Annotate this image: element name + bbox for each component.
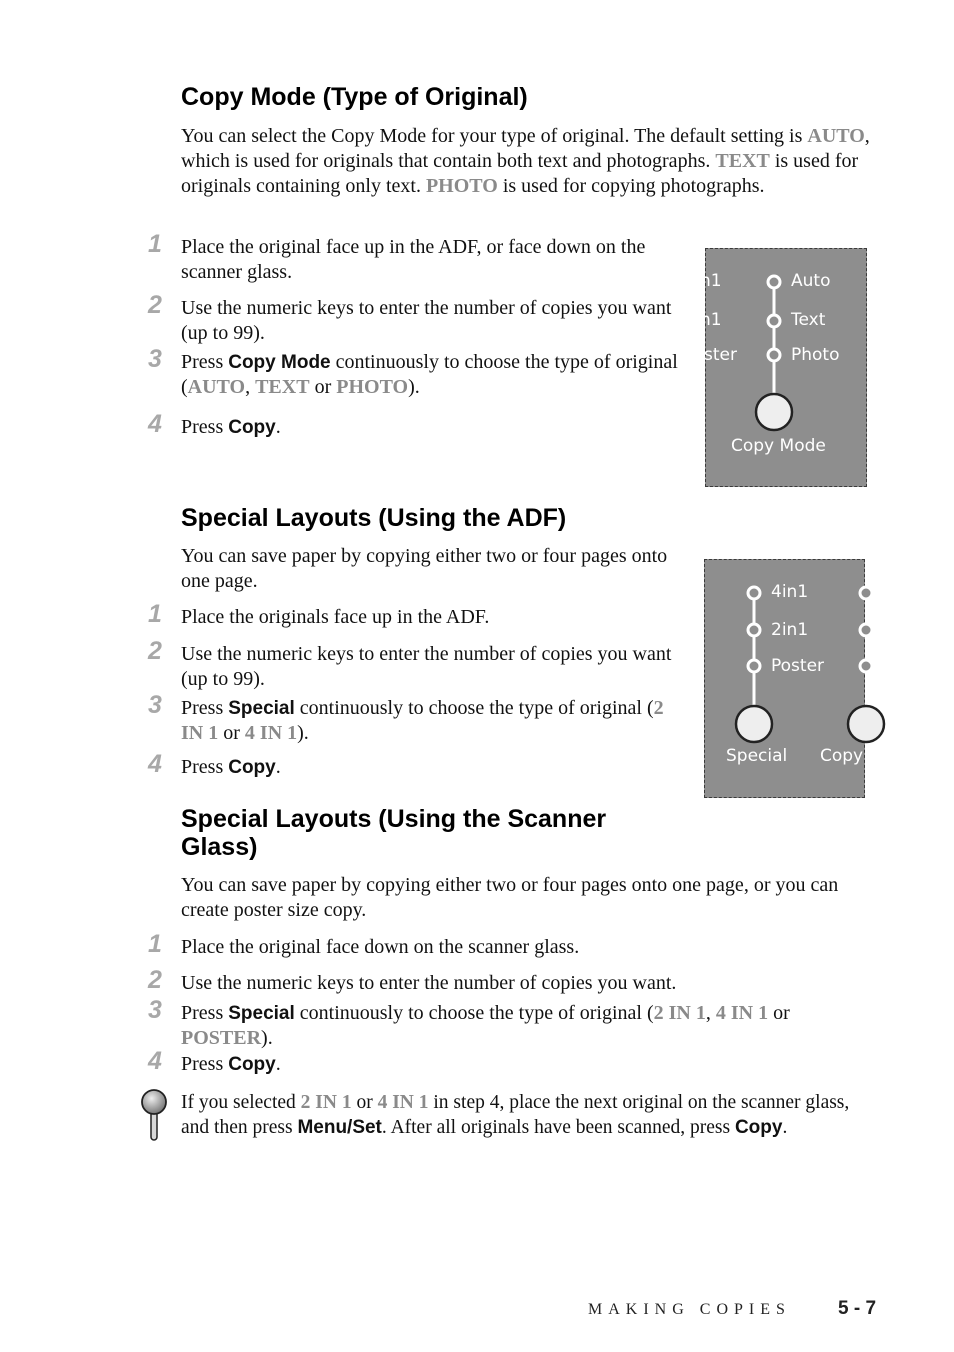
step-text: Press Special continuously to choose the type of original (2 IN 1 or 4 IN 1).: [181, 697, 664, 744]
copy-mode-key-label: Copy Mode: [731, 436, 826, 456]
auto-indicator-led: [768, 276, 780, 288]
section-title-special-adf: Special Layouts (Using the ADF): [181, 504, 567, 532]
step-number: 1: [148, 600, 162, 628]
panel-partial-label: n1: [700, 310, 722, 330]
step-number: 3: [148, 345, 162, 373]
section-title-copy-mode: Copy Mode (Type of Original): [181, 83, 528, 111]
special-panel-illustration: [704, 559, 865, 798]
section-title-special-scanner-glass: Special Layouts (Using the Scanner Glass): [181, 805, 607, 861]
copy-mode-key: [756, 394, 792, 430]
note-text: If you selected 2 IN 1 or 4 IN 1 in step 4, place the next original on the scanner glass, and then press Menu/Set. After all originals have been scanned, press Copy.: [181, 1092, 850, 1138]
step-text: Use the numeric keys to enter the number of copies you want (up to 99).: [181, 643, 672, 690]
page-number: 5 - 7: [838, 1298, 877, 1319]
text-label: Text: [791, 310, 826, 330]
step-number: 3: [148, 996, 162, 1024]
copy-key-partial: [848, 706, 884, 742]
step-text: Press Copy Mode continuously to choose the type of original (AUTO, TEXT or PHOTO).: [181, 351, 678, 398]
copy-mode-panel-illustration: [700, 248, 867, 487]
special-adf-intro: You can save paper by copying either two or four pages onto one page.: [181, 545, 668, 592]
special-key-label: Special: [726, 746, 788, 766]
photo-indicator-led: [768, 349, 780, 361]
panel-partial-label: n1: [700, 271, 722, 291]
step-number: 1: [148, 930, 162, 958]
step-text: Use the numeric keys to enter the number of copies you want.: [181, 972, 677, 994]
footer-chapter-title: MAKING COPIES: [588, 1301, 791, 1318]
step-text: Press Copy.: [181, 1053, 281, 1075]
step-number: 2: [148, 637, 162, 665]
copy-key-label-partial: Copy: [820, 746, 864, 766]
step-number: 4: [148, 750, 162, 778]
text-indicator-led: [768, 315, 780, 327]
poster-indicator-led: [748, 660, 760, 672]
step-text: Place the original face down on the scanner glass.: [181, 936, 580, 958]
step-number: 4: [148, 1047, 162, 1075]
4in1-indicator-led: [748, 587, 760, 599]
step-text: Press Copy.: [181, 416, 281, 438]
step-text: Place the original face up in the ADF, or face down on the scanner glass.: [181, 236, 646, 283]
panel-partial-label: ster: [704, 345, 737, 365]
special-scanner-intro: You can save paper by copying either two or four pages onto one page, or you can create poster size copy.: [181, 874, 839, 921]
step-text: Press Special continuously to choose the type of original (2 IN 1, 4 IN 1 or POSTER).: [181, 1002, 790, 1049]
special-key: [736, 706, 772, 742]
poster-label: Poster: [771, 656, 825, 676]
copy-mode-intro: You can select the Copy Mode for your type of original. The default setting is AUTO, which is used for originals that contain both text and photographs. TEXT is used for originals containing only text. PHOTO is used for copying photographs.: [181, 125, 870, 197]
step-number: 2: [148, 966, 162, 994]
photo-label: Photo: [791, 345, 840, 365]
2in1-label: 2in1: [771, 620, 809, 640]
step-text: Press Copy.: [181, 756, 281, 778]
4in1-label: 4in1: [771, 582, 809, 602]
note-pin-icon: [140, 1088, 170, 1142]
step-text: Place the originals face up in the ADF.: [181, 606, 490, 628]
auto-label: Auto: [791, 271, 831, 291]
step-number: 3: [148, 691, 162, 719]
step-text: Use the numeric keys to enter the number of copies you want (up to 99).: [181, 297, 672, 344]
step-number: 4: [148, 410, 162, 438]
step-number: 2: [148, 291, 162, 319]
step-number: 1: [148, 230, 162, 258]
2in1-indicator-led: [748, 624, 760, 636]
